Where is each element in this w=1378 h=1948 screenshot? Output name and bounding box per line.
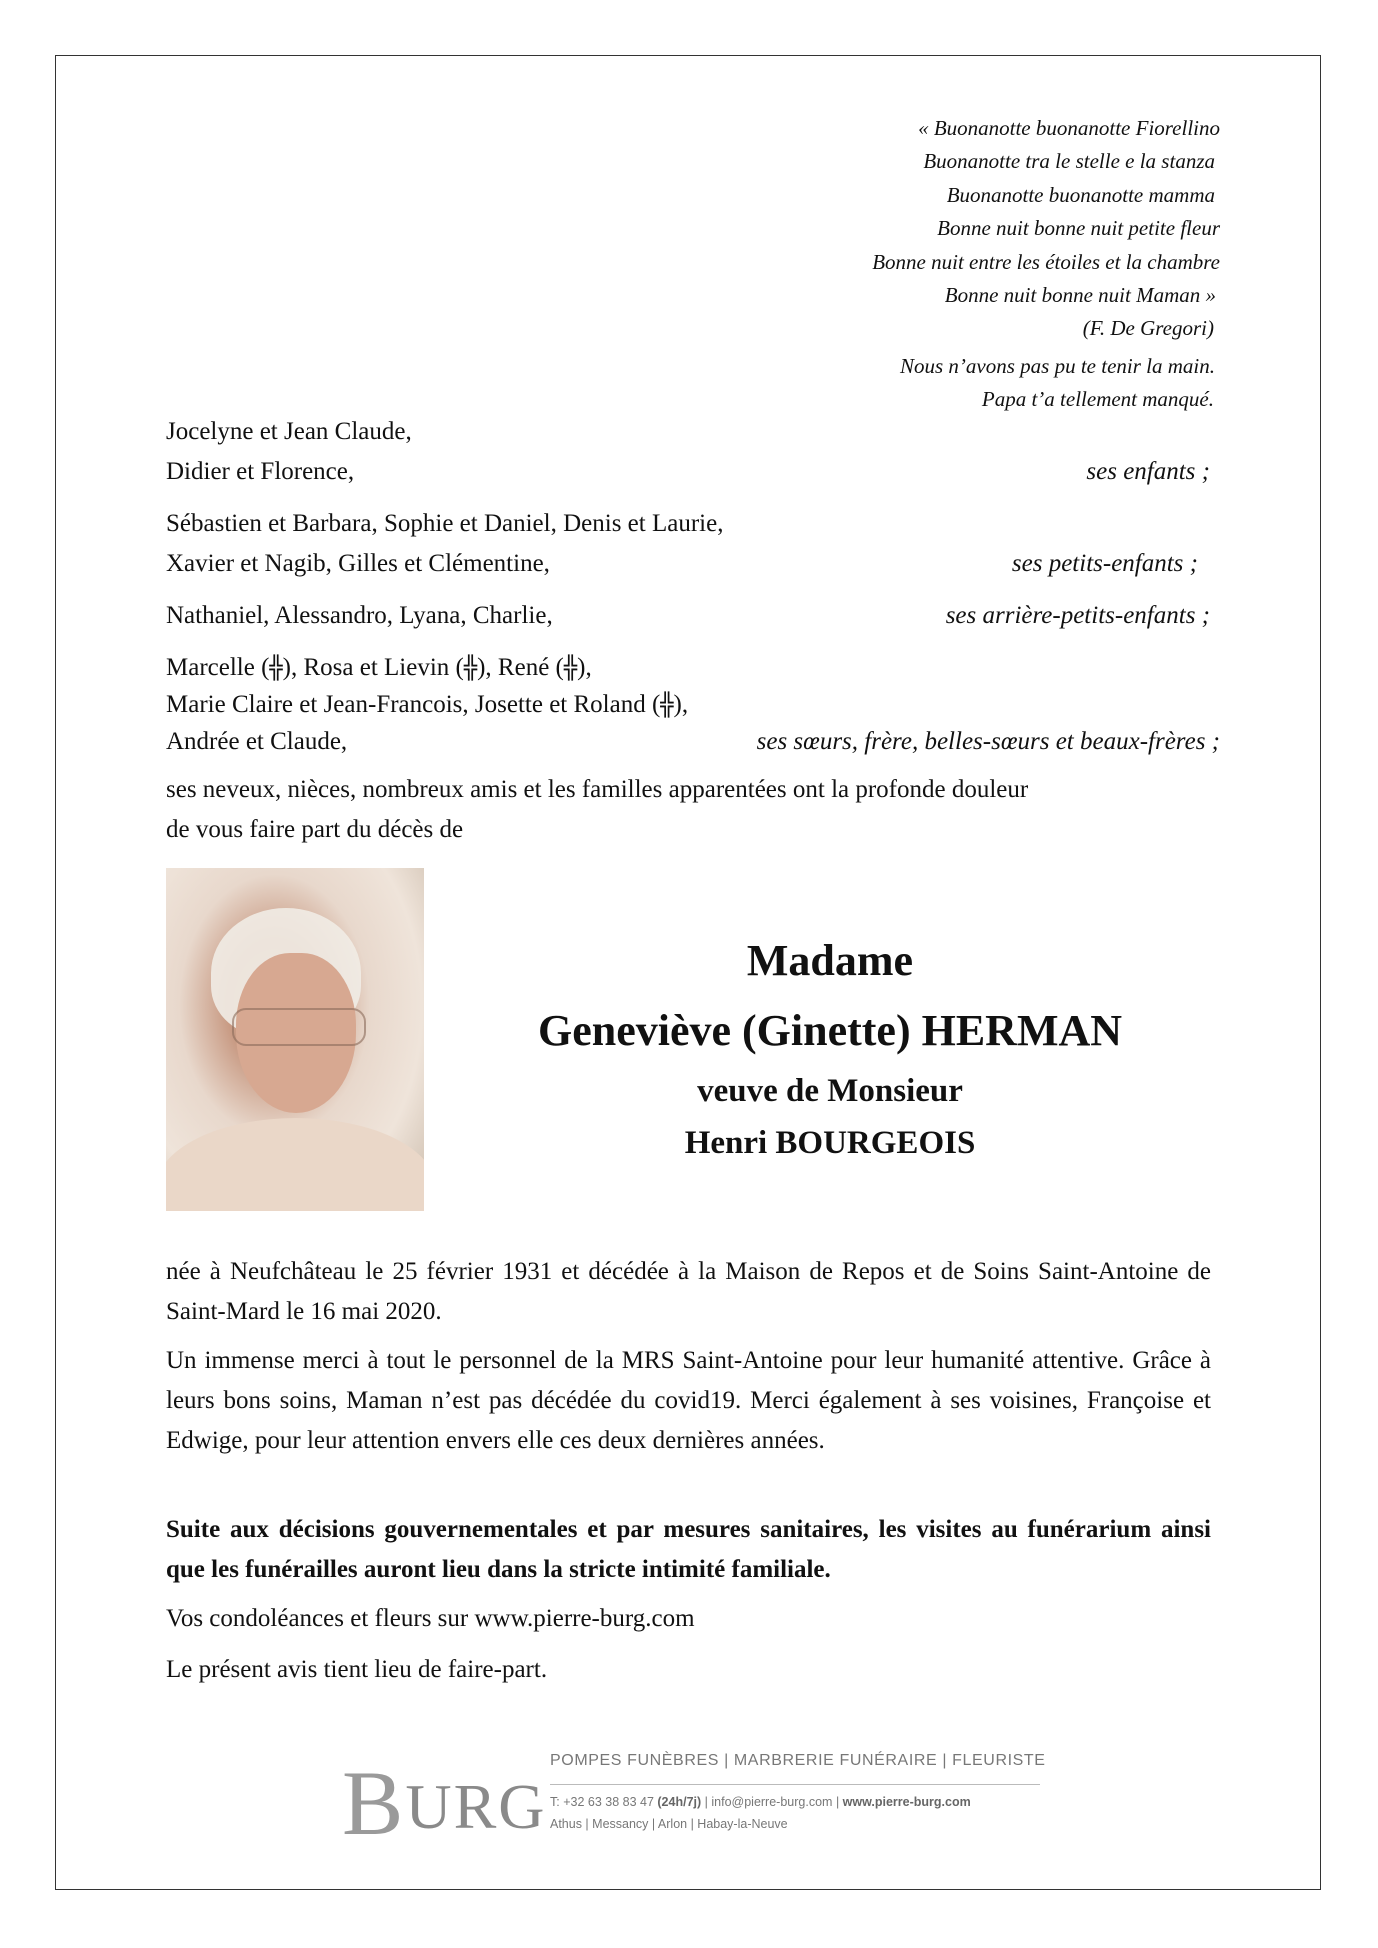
widow-of: veuve de Monsieur bbox=[697, 1073, 963, 1109]
siblings-text: ), bbox=[673, 691, 689, 718]
burg-logo bbox=[342, 1750, 547, 1856]
siblings-line-1 bbox=[166, 654, 592, 682]
spouse-name: Henri BOURGEOIS bbox=[684, 1125, 976, 1161]
children-role: ses enfants ; bbox=[1086, 458, 1210, 485]
footer-website[interactable]: www.pierre-burg.com bbox=[842, 1795, 971, 1809]
siblings-text: ), Rosa et Lievin ( bbox=[282, 654, 464, 681]
siblings-text: Marcelle ( bbox=[166, 654, 270, 681]
great-grandchildren-line: Nathaniel, Alessandro, Lyana, Charlie, bbox=[166, 602, 553, 629]
burg-logo-rest: URG bbox=[405, 1771, 547, 1842]
grandchildren-role: ses petits-enfants ; bbox=[1011, 550, 1198, 577]
great-grandchildren-role: ses arrière-petits-enfants ; bbox=[945, 602, 1210, 629]
footer-divider bbox=[550, 1784, 1040, 1785]
burg-logo-initial: B bbox=[342, 1752, 406, 1854]
footer-contact bbox=[550, 1795, 971, 1809]
cross-icon: ╬ bbox=[660, 693, 674, 718]
siblings-line-2 bbox=[166, 691, 688, 719]
photo-glasses bbox=[232, 1008, 366, 1046]
poem-line: Buonanotte tra le stelle e la stanza bbox=[923, 149, 1215, 174]
poem-line: Buonanotte buonanotte mamma bbox=[946, 182, 1215, 207]
poem-line: Papa t’a tellement manqué. bbox=[981, 387, 1214, 412]
cross-icon: ╬ bbox=[563, 656, 578, 681]
covid-notice: Suite aux décisions gouvernementales et par mesures sanitaires, les visites au funérarium ainsi que les funérailles auront lieu dans la stricte intimité familiale. bbox=[166, 1516, 1211, 1583]
siblings-text: ), René ( bbox=[477, 654, 564, 681]
deceased-name: Geneviève (Ginette) HERMAN bbox=[537, 1006, 1123, 1055]
grandchildren-line-1: Sébastien et Barbara, Sophie et Daniel, Denis et Laurie, bbox=[166, 510, 724, 537]
announcement-line-2: de vous faire part du décès de bbox=[166, 816, 464, 843]
poem-line: « Buonanotte buonanotte Fiorellino bbox=[918, 116, 1220, 140]
siblings-text: Marie Claire et Jean-Francois, Josette et Roland ( bbox=[166, 691, 661, 718]
footer-phone-hours: (24h/7j) bbox=[657, 1795, 702, 1809]
portrait-photo bbox=[166, 868, 424, 1211]
siblings-role: ses sœurs, frère, belles-sœurs et beaux-frères ; bbox=[756, 728, 1220, 755]
grandchildren-line-2: Xavier et Nagib, Gilles et Clémentine, bbox=[166, 550, 550, 577]
siblings-line-3: Andrée et Claude, bbox=[166, 728, 348, 755]
siblings-text: ), bbox=[577, 654, 592, 681]
footer-separator: | bbox=[835, 1795, 843, 1809]
footer-services: POMPES FUNÈBRES | MARBRERIE FUNÉRAIRE | FLEURISTE bbox=[550, 1752, 1046, 1769]
birth-death-paragraph: née à Neufchâteau le 25 février 1931 et décédée à la Maison de Repos et de Soins Saint-Antoine de Saint-Mard le 16 mai 2020. bbox=[166, 1258, 1211, 1325]
condolences-line: Vos condoléances et fleurs sur www.pierre-burg.com bbox=[166, 1605, 695, 1632]
poem-line: Nous n’avons pas pu te tenir la main. bbox=[900, 353, 1215, 378]
poem-line: Bonne nuit bonne nuit petite fleur bbox=[937, 216, 1220, 241]
announcement-line-1: ses neveux, nièces, nombreux amis et les familles apparentées ont la profonde douleur bbox=[166, 776, 1029, 803]
poem-block bbox=[872, 112, 1220, 417]
photo-shoulders bbox=[166, 1118, 424, 1211]
poem-line: Bonne nuit entre les étoiles et la chambre bbox=[872, 249, 1220, 274]
footer-email[interactable]: info@pierre-burg.com bbox=[711, 1795, 833, 1809]
thanks-paragraph: Un immense merci à tout le personnel de la MRS Saint-Antoine pour leur humanité attentive. Grâce à leurs bons soins, Maman n’est pas décédée du covid19. Merci également à ses voisines, Françoise et Edwige, pour leur attention envers elle ces deux dernières années. bbox=[166, 1347, 1211, 1454]
children-line-1: Jocelyne et Jean Claude, bbox=[166, 418, 412, 445]
cross-icon: ╬ bbox=[463, 656, 478, 681]
footer-phone: T: +32 63 38 83 47 bbox=[550, 1795, 654, 1809]
children-line-2: Didier et Florence, bbox=[166, 458, 355, 485]
footer-towns: Athus | Messancy | Arlon | Habay-la-Neuve bbox=[550, 1817, 788, 1831]
deceased-title: Madame bbox=[746, 936, 914, 985]
poem-attribution: (F. De Gregori) bbox=[1082, 316, 1214, 341]
poem-line: Bonne nuit bonne nuit Maman » bbox=[944, 283, 1216, 308]
cross-icon: ╬ bbox=[269, 656, 283, 681]
footer-separator: | bbox=[704, 1795, 712, 1809]
closing-line: Le présent avis tient lieu de faire-part. bbox=[166, 1656, 548, 1683]
